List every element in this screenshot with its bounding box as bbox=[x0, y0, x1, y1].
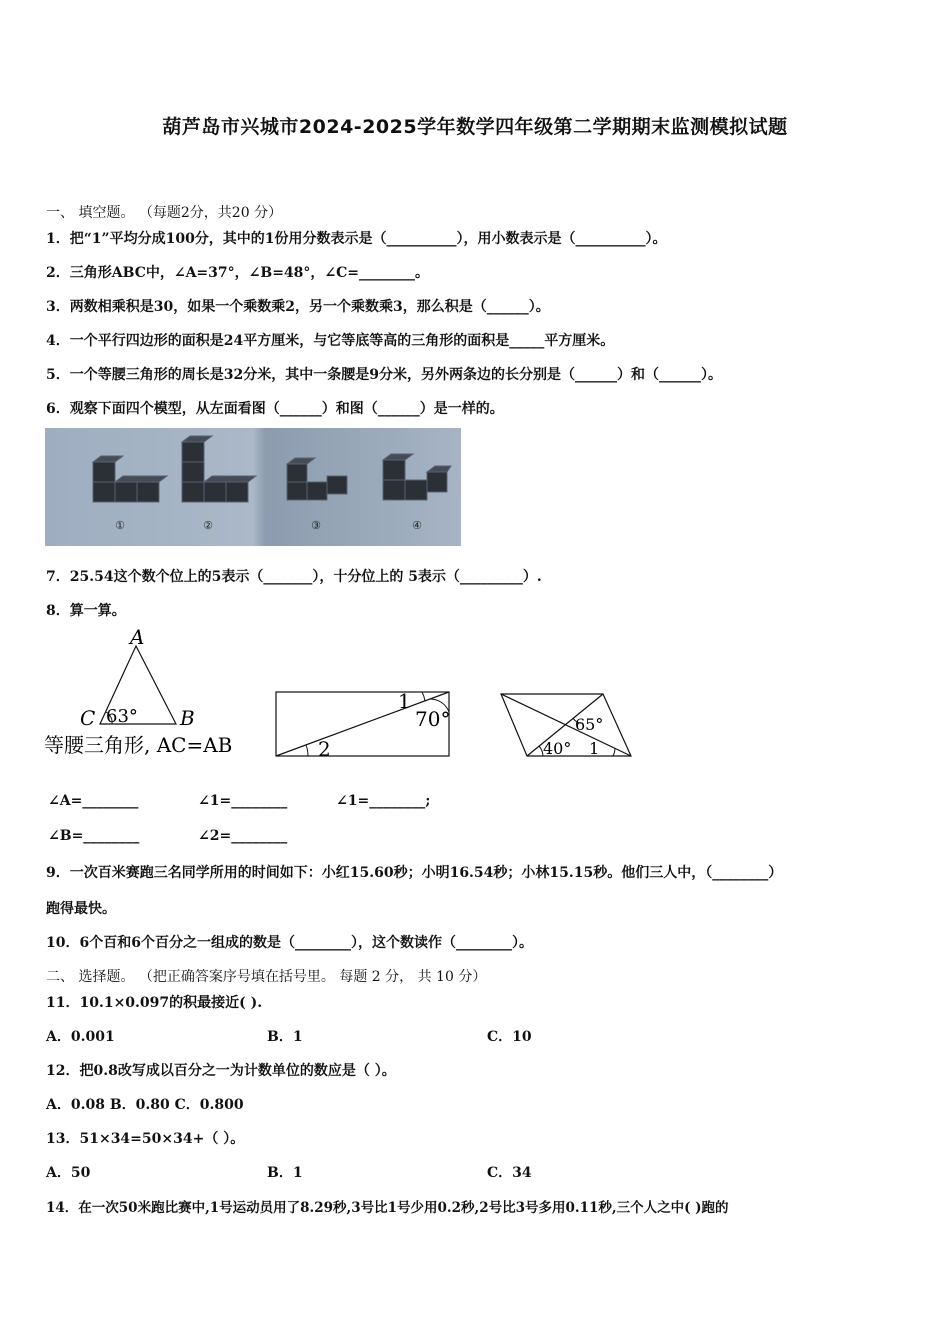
question-10: 10．6个百和6个百分之一组成的数是（________），这个数读作（________）。 bbox=[46, 935, 533, 951]
angle-65-label: 65° bbox=[575, 715, 604, 734]
question-13: 13．51×34=50×34+（ ）。 bbox=[46, 1131, 245, 1147]
cube-models-image bbox=[45, 428, 461, 546]
angle-1-label: 1 bbox=[398, 689, 411, 713]
q13-option-c: C．34 bbox=[487, 1165, 532, 1181]
question-7: 7．25.54这个数个位上的5表示（_______），十分位上的 5表示（_________）. bbox=[46, 569, 542, 585]
question-14: 14．在一次50米跑比赛中,1号运动员用了8.29秒,3号比1号少用0.2秒,2号比3号多用0.11秒,三个人之中( )跑的 bbox=[46, 1200, 729, 1216]
q13-option-b: B．1 bbox=[267, 1165, 303, 1181]
angle-c-label: 63° bbox=[106, 706, 138, 727]
model-label-2: ② bbox=[203, 519, 213, 532]
answer-angle-b: ∠B=________ bbox=[48, 828, 140, 844]
model-label-4: ④ bbox=[412, 519, 422, 532]
question-2: 2．三角形ABC中，∠A=37°，∠B=48°，∠C=________。 bbox=[46, 265, 430, 281]
vertex-a-label: A bbox=[130, 625, 145, 649]
section-1-heading: 一、 填空题。 （每题2分，共20 分） bbox=[46, 205, 283, 221]
question-8: 8．算一算。 bbox=[46, 603, 126, 619]
answer-rect-angle-2: ∠2=________ bbox=[198, 828, 288, 844]
angle-2-label: 2 bbox=[318, 737, 331, 761]
question-9-continued: 跑得最快。 bbox=[46, 901, 116, 917]
question-11: 11．10.1×0.097的积最接近( ). bbox=[46, 995, 263, 1011]
page-title: 葫芦岛市兴城市2024-2025学年数学四年级第二学期期末监测模拟试题 bbox=[162, 116, 788, 138]
model-label-1: ① bbox=[115, 519, 125, 532]
q11-option-c: C．10 bbox=[487, 1029, 532, 1045]
answer-para-angle-1: ∠1=________; bbox=[336, 793, 431, 809]
vertex-b-label: B bbox=[180, 706, 195, 730]
angle-40-label: 40° bbox=[543, 739, 572, 758]
question-5: 5．一个等腰三角形的周长是32分米，其中一条腰是9分米，另外两条边的长分别是（______）和（______）。 bbox=[46, 367, 722, 383]
question-9: 9．一次百米赛跑三名同学所用的时间如下：小红15.60秒；小明16.54秒；小林15.15秒。他们三人中，（________） bbox=[46, 865, 783, 881]
answer-angle-a: ∠A=________ bbox=[48, 793, 139, 809]
parallelogram-figure bbox=[495, 688, 640, 764]
q11-option-b: B．1 bbox=[267, 1029, 303, 1045]
angle-70-label: 70° bbox=[415, 707, 451, 731]
answer-rect-angle-1: ∠1=________ bbox=[198, 793, 288, 809]
model-label-3: ③ bbox=[311, 519, 321, 532]
q12-options: A．0.08 B．0.80 C．0.800 bbox=[46, 1097, 244, 1113]
triangle-caption: 等腰三角形, AC=AB bbox=[44, 733, 233, 757]
vertex-c-label: C bbox=[80, 706, 96, 730]
question-1: 1．把“1”平均分成100分，其中的1份用分数表示是（__________），用小数表示是（__________）。 bbox=[46, 231, 667, 247]
question-4: 4．一个平行四边形的面积是24平方厘米，与它等底等高的三角形的面积是_____平方厘米。 bbox=[46, 333, 615, 349]
question-12: 12．把0.8改写成以百分之一为计数单位的数应是（ ）。 bbox=[46, 1063, 396, 1079]
question-3: 3．两数相乘积是30，如果一个乘数乘2，另一个乘数乘3，那么积是（______）。 bbox=[46, 299, 550, 315]
angle-1-label: 1 bbox=[589, 739, 600, 758]
isosceles-triangle-figure bbox=[40, 624, 260, 764]
q11-option-a: A．0.001 bbox=[46, 1029, 115, 1045]
q13-option-a: A．50 bbox=[46, 1165, 91, 1181]
question-6: 6．观察下面四个模型，从左面看图（______）和图（______）是一样的。 bbox=[46, 401, 504, 417]
rectangle-figure bbox=[270, 684, 460, 764]
section-2-heading: 二、 选择题。 （把正确答案序号填在括号里。 每题 2 分， 共 10 分） bbox=[46, 969, 487, 985]
